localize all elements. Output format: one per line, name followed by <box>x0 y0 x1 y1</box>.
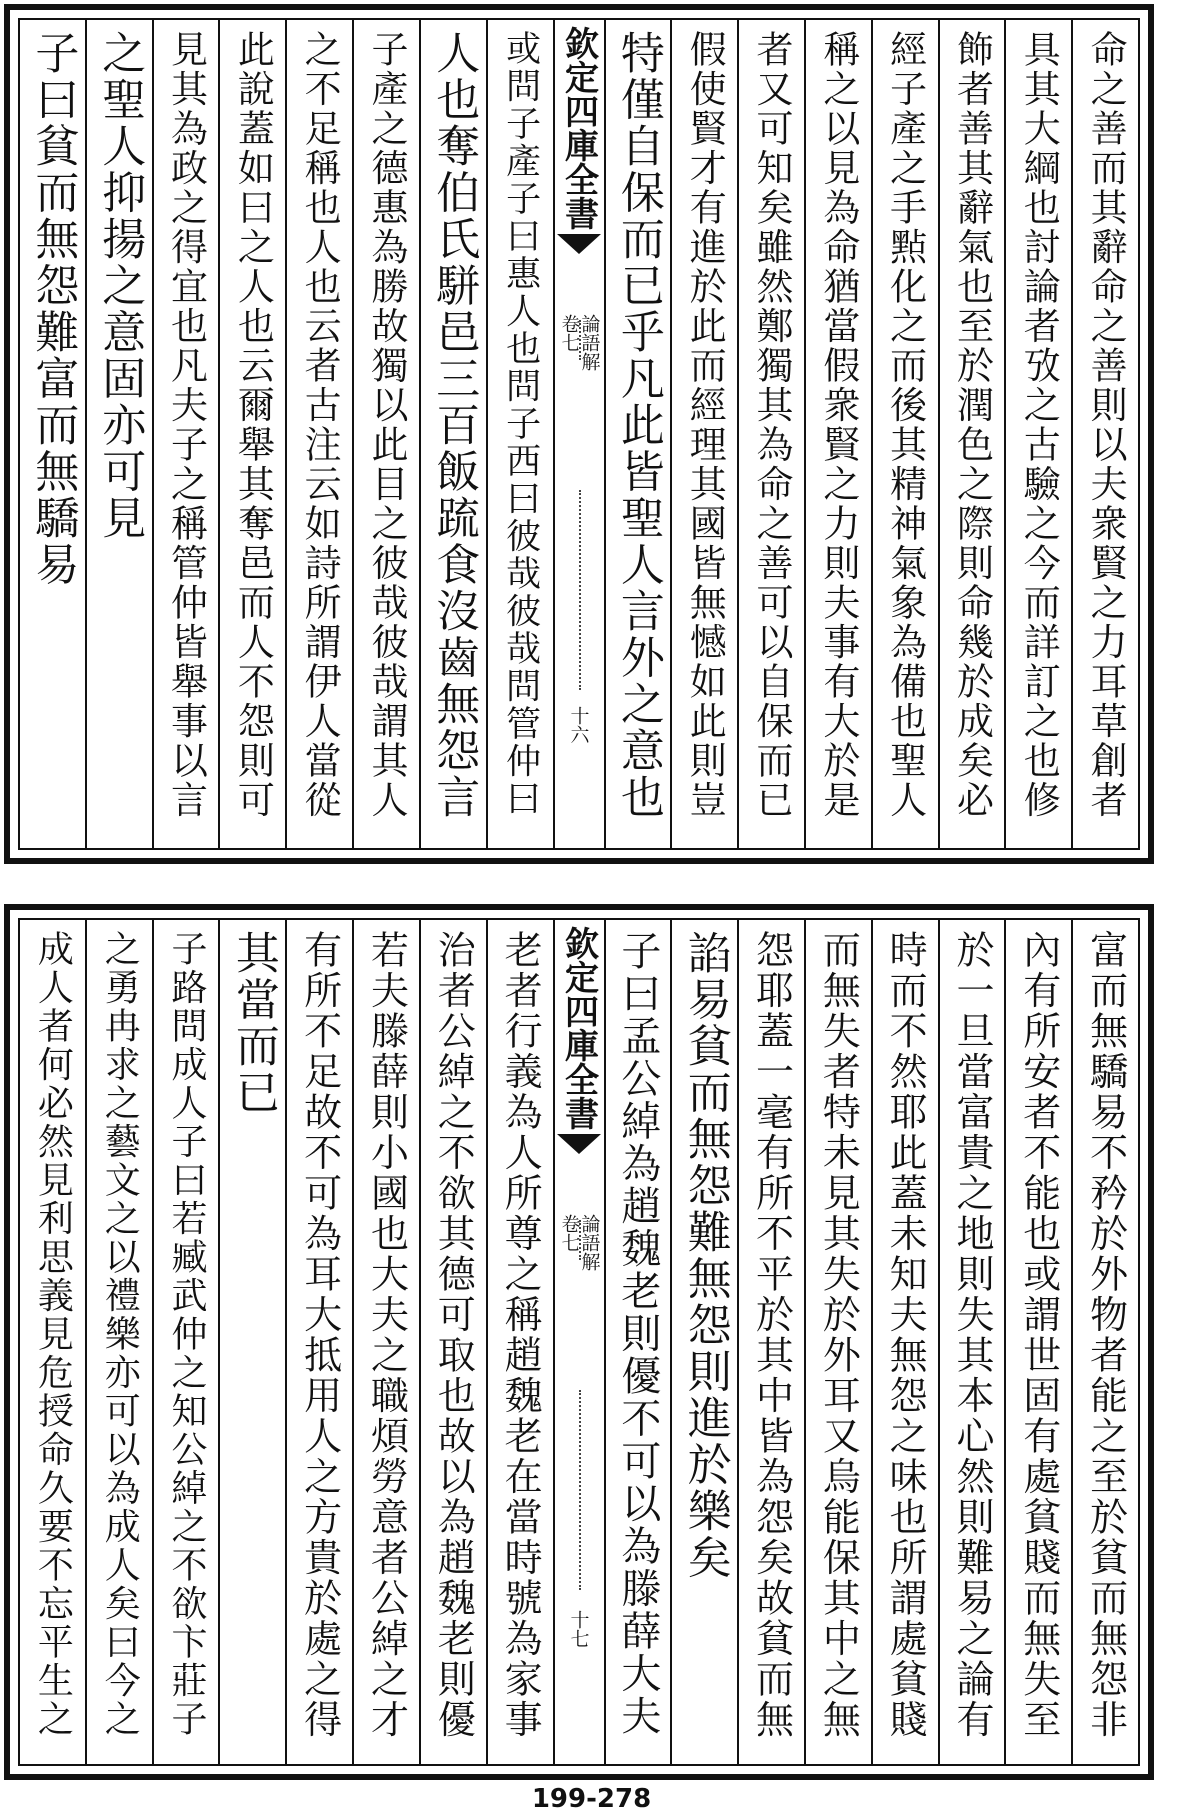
text-column: 而無失者特未見其失於外耳又烏能保其中之無 <box>804 920 871 1764</box>
text-column: 治者公綽之不欲其德可取也故以為趙魏老則優 <box>419 920 486 1764</box>
text-column: 怨耶蓋一毫有所不平於其中皆為怨矣故貧而無 <box>737 920 804 1764</box>
book-name: 論語解 <box>578 1214 601 1271</box>
text-column: 飾者善其辭氣也至於潤色之際則命幾於成矣必 <box>938 20 1005 848</box>
dotted-rule <box>579 1390 581 1590</box>
text-column: 諂易貧而無怨難無怨則進於樂矣 <box>670 920 737 1764</box>
top-page-columns <box>20 20 1138 848</box>
text-column: 人也奪伯氏駢邑三百飯䟽食沒齒無怨言 <box>419 20 486 848</box>
text-column: 子路問成人子曰若臧武仲之知公綽之不欲卞莊子 <box>152 920 219 1764</box>
text-column: 具其大綱也討論者攷之古驗之今而詳訂之也修 <box>1004 20 1071 848</box>
volume-number: 卷七 <box>558 1214 581 1252</box>
text-column: 稱之以見為命猶當假衆賢之力則夫事有大於是 <box>804 20 871 848</box>
text-column: 之勇冉求之藝文之以禮樂亦可以為成人矣曰今之 <box>85 920 152 1764</box>
top-page-frame <box>18 18 1140 850</box>
text-column: 此說蓋如曰之人也云爾舉其奪邑而人不怨則可 <box>218 20 285 848</box>
text-column: 者又可知矣雖然鄭獨其為命之善可以自保而已 <box>737 20 804 848</box>
center-fold-column <box>553 920 604 1764</box>
fish-tail-mark <box>557 234 601 254</box>
text-column: 富而無驕易不矜於外物者能之至於貧而無怨非 <box>1071 920 1138 1764</box>
dotted-rule <box>579 1220 581 1260</box>
bottom-page-columns <box>20 920 1138 1764</box>
book-title: 欽定四庫全書 <box>558 26 599 230</box>
text-column: 老者行義為人所尊之稱趙魏老在當時號為家事 <box>486 920 553 1764</box>
text-column: 命之善而其辭命之善則以夫衆賢之力耳草創者 <box>1071 20 1138 848</box>
top-page <box>4 4 1154 864</box>
bottom-page <box>4 904 1154 1780</box>
fish-tail-mark <box>557 1134 601 1154</box>
text-column: 或問子產子曰惠人也問子西曰彼哉彼哉問管仲曰 <box>486 20 553 848</box>
text-column: 假使賢才有進於此而經理其國皆無憾如此則豈 <box>670 20 737 848</box>
book-title: 欽定四庫全書 <box>558 926 599 1130</box>
text-column: 於一旦當富貴之地則失其本心然則難易之論有 <box>938 920 1005 1764</box>
page-number: 十六 <box>567 706 590 744</box>
dotted-rule <box>579 490 581 690</box>
page-number: 十七 <box>567 1610 590 1648</box>
text-column: 子曰孟公綽為趙魏老則優不可以為滕薛大夫 <box>604 920 671 1764</box>
text-column: 內有所安者不能也或謂世固有處貧賤而無失至 <box>1004 920 1071 1764</box>
text-column: 見其為政之得宜也凡夫子之稱管仲皆舉事以言 <box>152 20 219 848</box>
text-column: 時而不然耶此蓋未知夫無怨之味也所謂處貧賤 <box>871 920 938 1764</box>
center-fold-column <box>553 20 604 848</box>
text-column: 經子產之手㸃化之而後其精神氣象為備也聖人 <box>871 20 938 848</box>
text-column: 之聖人抑揚之意固亦可見 <box>85 20 152 848</box>
dotted-rule <box>579 320 581 360</box>
page-reference: 199-278 <box>531 1784 652 1814</box>
text-column: 子產之德惠為勝故獨以此目之彼哉彼哉謂其人 <box>352 20 419 848</box>
text-column: 若夫滕薛則小國也大夫之職煩勞意者公綽之才 <box>352 920 419 1764</box>
book-name: 論語解 <box>578 314 601 371</box>
text-column: 子曰貧而無怨難富而無驕易 <box>27 30 79 588</box>
bottom-page-frame <box>18 918 1140 1766</box>
text-column: 其當而已 <box>218 920 285 1764</box>
volume-number: 卷七 <box>558 314 581 352</box>
text-column: 有所不足故不可為耳大抵用人之方貴於處之得 <box>285 920 352 1764</box>
text-column: 之不足稱也人也云者古注云如詩所謂伊人當從 <box>285 20 352 848</box>
text-column: 特僅自保而已乎凡此皆聖人言外之意也 <box>604 20 671 848</box>
text-column: 成人者何必然見利思義見危授命久要不忘平生之 <box>32 930 74 1739</box>
